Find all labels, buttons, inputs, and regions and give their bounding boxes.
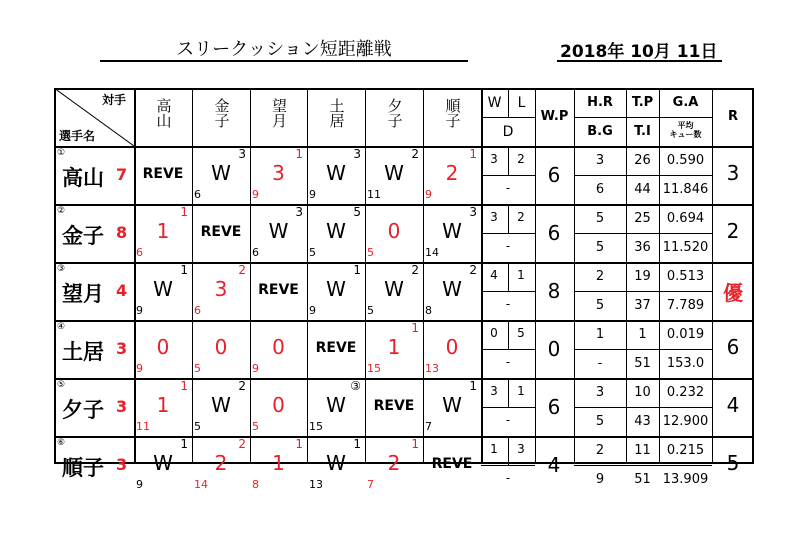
opponent-header-char: 順子 bbox=[443, 98, 462, 128]
l-header: L bbox=[517, 95, 526, 111]
match-result: 3 bbox=[272, 161, 285, 185]
points-scored: 9 bbox=[309, 304, 316, 317]
date: 2018年 10月 11日 bbox=[560, 42, 718, 62]
half-row-divider bbox=[481, 291, 535, 292]
innings-high: 3 bbox=[353, 147, 361, 161]
row-divider bbox=[54, 378, 754, 380]
match-result: W bbox=[442, 219, 462, 243]
innings-high: 1 bbox=[180, 263, 188, 277]
losses: 1 bbox=[517, 384, 525, 398]
best-game: 9 bbox=[595, 472, 605, 487]
points-scored: 5 bbox=[194, 362, 201, 375]
match-result: W bbox=[442, 277, 462, 301]
points-scored: 9 bbox=[425, 188, 432, 201]
opponent-header-char: 望月 bbox=[270, 98, 288, 128]
average-cues: 11.846 bbox=[662, 182, 709, 197]
match-result: W bbox=[211, 161, 231, 185]
draws: - bbox=[505, 297, 511, 311]
points-scored: 5 bbox=[194, 420, 201, 433]
draws: - bbox=[505, 239, 511, 253]
rank: 3 bbox=[726, 161, 740, 185]
points-scored: 13 bbox=[309, 478, 323, 491]
innings-high: 1 bbox=[180, 437, 188, 451]
player-name: 金子 bbox=[62, 224, 104, 248]
half-row-divider bbox=[574, 233, 712, 234]
innings-high: 3 bbox=[469, 205, 477, 219]
wl-split bbox=[508, 320, 509, 349]
match-result: W bbox=[211, 393, 231, 417]
points-scored: 15 bbox=[309, 420, 323, 433]
rank: 4 bbox=[726, 393, 740, 417]
general-average: 0.232 bbox=[666, 385, 705, 400]
best-game: 6 bbox=[595, 182, 605, 197]
match-result: 3 bbox=[214, 277, 228, 301]
innings-high: 2 bbox=[469, 263, 477, 277]
innings-high: 3 bbox=[295, 205, 303, 219]
win-points: 6 bbox=[547, 221, 561, 245]
reve-cell: REVE bbox=[373, 398, 415, 414]
innings-high: 1 bbox=[180, 379, 188, 393]
player-name: 土居 bbox=[62, 340, 104, 364]
opponent-header bbox=[250, 98, 307, 133]
points-scored: 13 bbox=[425, 362, 439, 375]
points-scored: 11 bbox=[136, 420, 150, 433]
points-scored: 6 bbox=[194, 188, 201, 201]
half-row-divider bbox=[574, 407, 712, 408]
general-average: 0.019 bbox=[666, 327, 705, 342]
opponent-header bbox=[307, 98, 365, 133]
wp-header: W.P bbox=[540, 109, 569, 124]
match-result: 0 bbox=[272, 335, 285, 359]
win-points: 0 bbox=[547, 337, 561, 361]
points-scored: 14 bbox=[425, 246, 439, 259]
average-cues: 13.909 bbox=[662, 472, 709, 487]
half-row-divider bbox=[574, 291, 712, 292]
innings-high: 5 bbox=[353, 205, 361, 219]
innings-high: 2 bbox=[411, 147, 419, 161]
general-average: 0.513 bbox=[666, 269, 705, 284]
points-scored: 5 bbox=[367, 304, 374, 317]
innings-high: 1 bbox=[469, 379, 477, 393]
match-result: 1 bbox=[387, 335, 401, 359]
results-table bbox=[54, 88, 754, 491]
title-underline bbox=[100, 60, 468, 62]
half-row-divider bbox=[481, 117, 535, 118]
wins: 3 bbox=[490, 210, 498, 224]
opponent-header-char: 高山 bbox=[154, 98, 173, 128]
match-result: 0 bbox=[445, 335, 459, 359]
ti-header: T.I bbox=[634, 124, 651, 139]
total-innings: 44 bbox=[634, 182, 651, 197]
high-run: 3 bbox=[595, 153, 605, 168]
player-label: 選手名 bbox=[59, 129, 96, 143]
player-number: ④ bbox=[57, 322, 66, 332]
half-row-divider bbox=[481, 175, 535, 176]
player-handicap: 7 bbox=[116, 165, 128, 184]
best-game: 5 bbox=[595, 298, 605, 313]
innings-high: ③ bbox=[350, 379, 361, 393]
player-handicap: 3 bbox=[116, 397, 128, 416]
total-points: 11 bbox=[634, 443, 651, 458]
draws: - bbox=[505, 471, 511, 485]
general-average: 0.694 bbox=[666, 211, 705, 226]
reve-cell: REVE bbox=[431, 456, 473, 472]
innings-high: 2 bbox=[238, 437, 246, 451]
innings-high: 2 bbox=[238, 263, 246, 277]
innings-high: 2 bbox=[411, 263, 419, 277]
player-number: ③ bbox=[57, 264, 66, 274]
rank: 5 bbox=[726, 451, 740, 475]
opponent-header-char: 土居 bbox=[327, 98, 346, 128]
best-game: 5 bbox=[595, 240, 605, 255]
total-points: 19 bbox=[634, 269, 651, 284]
ga-sub-header: 平均 キュー数 bbox=[669, 121, 702, 139]
opponent-header-char: 金子 bbox=[212, 98, 231, 128]
points-scored: 9 bbox=[252, 188, 259, 201]
innings-high: 1 bbox=[353, 437, 361, 451]
match-result: 1 bbox=[156, 219, 170, 243]
match-result: W bbox=[384, 277, 404, 301]
total-points: 1 bbox=[638, 327, 647, 342]
points-scored: 15 bbox=[367, 362, 381, 375]
player-name: 高山 bbox=[62, 166, 104, 190]
draws: - bbox=[505, 181, 511, 195]
innings-high: 1 bbox=[353, 263, 361, 277]
average-cues: 7.789 bbox=[666, 298, 705, 313]
half-row-divider bbox=[574, 117, 712, 118]
innings-high: 3 bbox=[238, 147, 246, 161]
draws: - bbox=[505, 413, 511, 427]
match-result: W bbox=[326, 451, 346, 475]
half-row-divider bbox=[574, 349, 712, 350]
high-run: 3 bbox=[595, 385, 605, 400]
half-row-divider bbox=[481, 407, 535, 408]
player-handicap: 8 bbox=[116, 223, 128, 242]
points-scored: 9 bbox=[252, 362, 259, 375]
innings-high: 1 bbox=[411, 437, 419, 451]
wins: 0 bbox=[490, 326, 498, 340]
row-divider bbox=[54, 204, 754, 206]
total-points: 26 bbox=[634, 153, 651, 168]
average-cues: 153.0 bbox=[666, 356, 705, 371]
general-average: 0.590 bbox=[666, 153, 705, 168]
points-scored: 7 bbox=[367, 478, 374, 491]
win-points: 8 bbox=[547, 279, 561, 303]
match-result: 2 bbox=[214, 451, 228, 475]
column-divider bbox=[712, 88, 713, 464]
player-handicap: 3 bbox=[116, 455, 128, 474]
total-innings: 37 bbox=[634, 298, 651, 313]
match-result: 0 bbox=[387, 219, 401, 243]
high-run: 2 bbox=[595, 269, 605, 284]
match-result: 1 bbox=[272, 451, 285, 475]
points-scored: 9 bbox=[136, 304, 143, 317]
tp-header: T.P bbox=[631, 95, 654, 110]
win-points: 4 bbox=[547, 453, 561, 477]
match-result: 0 bbox=[156, 335, 170, 359]
match-result: W bbox=[153, 277, 173, 301]
points-scored: 9 bbox=[309, 188, 316, 201]
page-title: スリークッション短距離戦 bbox=[176, 39, 392, 60]
innings-high: 1 bbox=[295, 437, 303, 451]
match-result: W bbox=[153, 451, 173, 475]
points-scored: 6 bbox=[136, 246, 143, 259]
match-result: W bbox=[442, 393, 462, 417]
innings-high: 1 bbox=[295, 147, 303, 161]
general-average: 0.215 bbox=[666, 443, 705, 458]
win-points: 6 bbox=[547, 395, 561, 419]
losses: 3 bbox=[517, 442, 525, 456]
r-header: R bbox=[727, 109, 738, 124]
total-innings: 51 bbox=[634, 472, 651, 487]
best-game: - bbox=[597, 356, 603, 371]
wl-split bbox=[508, 204, 509, 233]
points-scored: 5 bbox=[252, 420, 259, 433]
opponent-header bbox=[192, 98, 250, 133]
losses: 2 bbox=[517, 152, 525, 166]
opponent-label: 対手 bbox=[102, 93, 127, 107]
rank: 優 bbox=[723, 281, 743, 305]
match-result: W bbox=[326, 277, 346, 301]
points-scored: 5 bbox=[367, 246, 374, 259]
wins: 1 bbox=[490, 442, 498, 456]
match-result: 2 bbox=[445, 161, 459, 185]
losses: 2 bbox=[517, 210, 525, 224]
player-number: ⑥ bbox=[57, 438, 66, 448]
points-scored: 14 bbox=[194, 478, 208, 491]
match-result: W bbox=[384, 161, 404, 185]
wins: 4 bbox=[490, 268, 498, 282]
points-scored: 6 bbox=[194, 304, 201, 317]
innings-high: 2 bbox=[238, 379, 246, 393]
innings-high: 1 bbox=[180, 205, 188, 219]
points-scored: 7 bbox=[425, 420, 432, 433]
high-run: 2 bbox=[595, 443, 605, 458]
half-row-divider bbox=[481, 349, 535, 350]
match-result: W bbox=[326, 393, 346, 417]
half-row-divider bbox=[481, 233, 535, 234]
w-header: W bbox=[487, 95, 502, 111]
rank: 6 bbox=[726, 335, 740, 359]
total-points: 10 bbox=[634, 385, 651, 400]
player-handicap: 4 bbox=[116, 281, 128, 300]
half-row-divider bbox=[574, 175, 712, 176]
draws: - bbox=[505, 355, 511, 369]
bg-header: B.G bbox=[587, 124, 613, 139]
player-number: ② bbox=[57, 206, 66, 216]
player-name: 夕子 bbox=[62, 398, 104, 422]
player-name: 順子 bbox=[62, 456, 104, 480]
reve-cell: REVE bbox=[315, 340, 357, 356]
opponent-header-char: 夕子 bbox=[385, 98, 404, 128]
ga-header: G.A bbox=[672, 95, 699, 110]
wl-split bbox=[508, 262, 509, 291]
wl-split bbox=[508, 436, 509, 465]
player-number: ⑤ bbox=[57, 380, 66, 390]
points-scored: 9 bbox=[136, 362, 143, 375]
points-scored: 5 bbox=[309, 246, 316, 259]
losses: 1 bbox=[517, 268, 525, 282]
player-name: 望月 bbox=[62, 282, 104, 306]
half-row-divider bbox=[481, 465, 535, 466]
d-header: D bbox=[502, 124, 514, 140]
points-scored: 6 bbox=[252, 246, 259, 259]
losses: 5 bbox=[517, 326, 525, 340]
wl-split bbox=[508, 146, 509, 175]
wins: 3 bbox=[490, 384, 498, 398]
rank: 2 bbox=[726, 219, 740, 243]
wins: 3 bbox=[490, 152, 498, 166]
average-cues: 12.900 bbox=[662, 414, 709, 429]
half-row-divider bbox=[574, 465, 712, 466]
reve-cell: REVE bbox=[142, 166, 184, 182]
match-result: 0 bbox=[214, 335, 228, 359]
match-result: 2 bbox=[387, 451, 401, 475]
total-points: 25 bbox=[634, 211, 651, 226]
points-scored: 11 bbox=[367, 188, 381, 201]
total-innings: 43 bbox=[634, 414, 651, 429]
player-number: ① bbox=[57, 148, 66, 158]
high-run: 5 bbox=[595, 211, 605, 226]
reve-cell: REVE bbox=[200, 224, 242, 240]
total-innings: 36 bbox=[634, 240, 651, 255]
innings-high: 1 bbox=[411, 321, 419, 335]
match-result: 0 bbox=[272, 393, 285, 417]
best-game: 5 bbox=[595, 414, 605, 429]
wl-split bbox=[508, 378, 509, 407]
average-cues: 11.520 bbox=[662, 240, 709, 255]
points-scored: 8 bbox=[252, 478, 259, 491]
hr-header: H.R bbox=[587, 95, 613, 110]
points-scored: 9 bbox=[136, 478, 143, 491]
match-result: W bbox=[326, 219, 346, 243]
match-result: 1 bbox=[156, 393, 170, 417]
high-run: 1 bbox=[595, 327, 605, 342]
opponent-header bbox=[423, 98, 481, 133]
date-underline bbox=[557, 60, 722, 62]
opponent-header bbox=[365, 98, 423, 133]
opponent-header bbox=[134, 98, 192, 133]
match-result: W bbox=[268, 219, 289, 243]
reve-cell: REVE bbox=[258, 282, 299, 298]
win-points: 6 bbox=[547, 163, 561, 187]
points-scored: 8 bbox=[425, 304, 432, 317]
total-innings: 51 bbox=[634, 356, 651, 371]
player-handicap: 3 bbox=[116, 339, 128, 358]
match-result: W bbox=[326, 161, 346, 185]
innings-high: 1 bbox=[469, 147, 477, 161]
